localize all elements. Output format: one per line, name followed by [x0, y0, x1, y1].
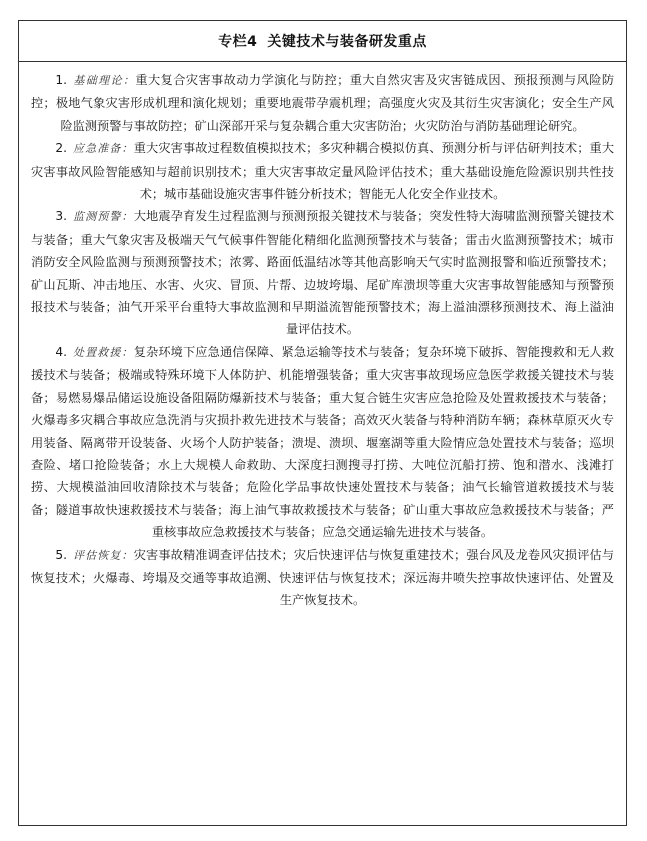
item-text: 重大灾害事故过程数值模拟技术；多灾种耦合模拟仿真、预测分析与评估研判技术；重大灾害事故风险智能感知与超前识别技术；重大灾害事故定量风险评估技术；重大基础设施危险源识别共性技术；城市基础设施灾害事件链分析技术；智能无人化安全作业技术。 — [31, 141, 615, 202]
list-item — [31, 544, 614, 612]
list-item — [31, 137, 614, 205]
item-text: 重大复合灾害事故动力学演化与防控；重大自然灾害及灾害链成因、预报预测与风险防控；极地气象灾害形成机理和演化规划；重要地震带孕震机理；高强度火灾及其衍生灾害演化；安全生产风险监测预警与事故防控；矿山深部开采与复杂耦合重大灾害防治；火灾防治与消防基础理论研究。 — [31, 73, 615, 133]
item-index: 5. — [55, 547, 68, 562]
item-index: 1. — [55, 73, 68, 87]
item-tag: 应急准备： — [73, 142, 134, 156]
item-tag: 基础理论： — [73, 74, 136, 87]
box-body — [19, 62, 626, 612]
item-text: 大地震孕育发生过程监测与预测预报关键技术与装备；突发性特大海啸监测预警关键技术与装备；重大气象灾害及极端天气气候事件智能化精细化监测预警技术与装备；雷击火监测预警技术；城市消防安全风险监测与预测预警技术；浓雾、路面低温结冰等其他高影响天气实时监测报警和临近预警技术；矿山瓦斯、冲击地压、水害、火灾、冒顶、片帮、边坡垮塌、尾矿库溃坝等重大灾害事故智能感知与预警预报技术与装备；油气开采平台重特大事故监测和早期溢流智能预警技术；海上溢油漂移预测技术、海上溢油量评估技术。 — [31, 209, 615, 337]
item-text: 灾害事故精准调查评估技术；灾后快速评估与恢复重建技术；强台风及龙卷风灾损评估与恢复技术；火爆毒、垮塌及交通等事故追溯、快速评估与恢复技术；深远海井喷失控事故快速评估、处置及生产恢复技术。 — [31, 547, 615, 608]
item-tag: 监测预警： — [73, 210, 134, 224]
item-tag: 评估恢复： — [73, 548, 134, 562]
list-item — [31, 205, 614, 340]
box-header — [19, 21, 626, 62]
box-title: 关键技术与装备研发重点 — [267, 34, 427, 50]
item-index: 2. — [55, 141, 68, 156]
list-item — [31, 341, 614, 544]
feature-box — [18, 20, 627, 826]
item-index: 3. — [55, 209, 68, 224]
item-tag: 处置救援： — [73, 345, 134, 359]
box-number: 专栏4 — [218, 34, 258, 50]
item-text: 复杂环境下应急通信保障、紧急运输等技术与装备；复杂环境下破拆、智能搜救和无人救援技术与装备；极端或特殊环境下人体防护、机能增强装备；重大灾害事故现场应急医学救援关键技术与装备；易燃易爆品储运设施设备阻隔防爆新技术与装备；重大复合链生灾害应急抢险及处置救援技术与装备；火爆毒多灾耦合事故应急洗消与灾损扑救先进技术与装备；高效灭火装备与特种消防车辆；森林草原灭火专用装备、隔离带开设装备、火场个人防护装备；溃堤、溃坝、堰塞湖等重大险情应急处置技术与装备；巡坝查险、堵口抢险装备；水上大规模人命救助、大深度扫测搜寻打捞、大吨位沉船打捞、饱和潜水、浅滩打捞、大规模溢油回收清除技术与装备；危险化学品事故快速处置技术与装备；油气长输管道救援技术与装备；隧道事故快速救援技术与装备；海上油气事故救援技术与装备；矿山重大事故应急救援技术与装备；严重核事故应急救援技术与装备；应急交通运输先进技术与装备。 — [31, 344, 615, 540]
item-index: 4. — [55, 344, 68, 359]
list-item — [31, 69, 614, 137]
